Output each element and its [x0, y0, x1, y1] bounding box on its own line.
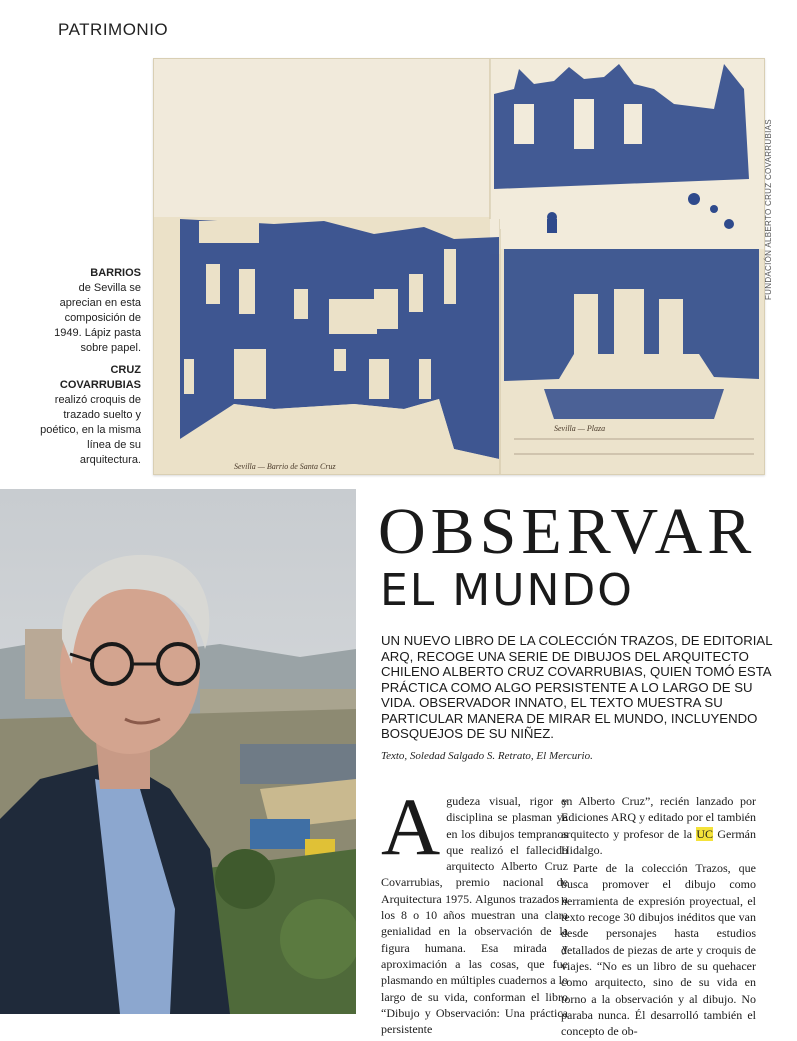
caption-heading-2: CRUZ COVARRUBIAS: [59, 364, 141, 391]
body-text-col-2a: en Alberto Cruz”, recién lanzado por Ediciones ARQ y editado por el también arquitecto y profesor de la: [561, 794, 756, 841]
section-label: PATRIMONIO: [58, 20, 169, 39]
drop-cap: A: [381, 781, 441, 872]
caption-text-2: realizó croquis de trazado suelto y poético, en la misma línea de su arquitectura.: [40, 394, 141, 466]
photo-credit: FUNDACIÓN ALBERTO CRUZ COVARRUBIAS: [764, 119, 773, 300]
lead-paragraph: UN NUEVO LIBRO DE LA COLECCIÓN TRAZOS, DE EDITORIAL ARQ, RECOGE UNA SERIE DE DIBUJOS DEL ARQUITECTO CHILENO ALBERTO CRUZ COVARRUBIAS, QUIEN TOMÓ ESTA PRÁCTICA COMO ALGO PERSISTENTE A LO LARGO DE SU VIDA. OBSERVADOR INNATO, EL TEXTO MUESTRA SU PARTICULAR MANERA DE MIRAR EL MUNDO, INCLUYENDO BOSQUEJOS DE SU NIÑEZ.: [381, 633, 773, 741]
svg-text:Sevilla — Barrio de Santa Cruz: Sevilla — Barrio de Santa Cruz: [234, 462, 336, 471]
image-caption: [40, 266, 141, 475]
caption-heading-1: BARRIOS: [90, 267, 141, 279]
svg-text:Sevilla — Plaza: Sevilla — Plaza: [554, 424, 606, 433]
portrait-photo: [0, 489, 356, 1014]
body-text-col-1: gudeza visual, rigor y disciplina se plasman ya en los dibujos tempranos que realizó el fallecido arquitecto Alberto Cruz Covarrubias, premio nacional de Arquitectura 1975. Algunos trazados a los 8 o 10 años muestran una clara genialidad en la observación de la figura humana. Esa mirada y aproximación a las cosas, que fue plasmando en múltiples cuadernos a lo largo de su vida, conforman el libro “Dibujo y Observación: Una práctica persistente: [381, 794, 568, 1037]
sketch-image: [153, 58, 765, 475]
body-column-2: [561, 793, 756, 1041]
article-title-line-2: EL MUNDO: [380, 565, 634, 616]
byline: Texto, Soledad Salgado S. Retrato, El Mercurio.: [381, 750, 593, 762]
body-text-col-2b: Germán Hidalgo.: [561, 826, 757, 857]
caption-text-1: de Sevilla se aprecian en esta composición de 1949. Lápiz pasta sobre papel.: [54, 282, 141, 354]
highlighted-text-uc: UC: [696, 826, 714, 841]
article-title-line-1: OBSERVAR: [378, 495, 757, 568]
body-column-1: [381, 781, 568, 1037]
body-text-col-2c: Parte de la colección Trazos, que busca promover el dibujo como herramienta de expresión proyectual, el texto recoge 30 dibujos inéditos que van desde personajes hasta estudios detallados de piezas de arte y croquis de viajes. “No es un libro de su quehacer como arquitecto, sino de su vida en torno a la observación y al dibujo. No paraba nunca. Él desarrolló también el concepto de ob-: [561, 861, 756, 1039]
